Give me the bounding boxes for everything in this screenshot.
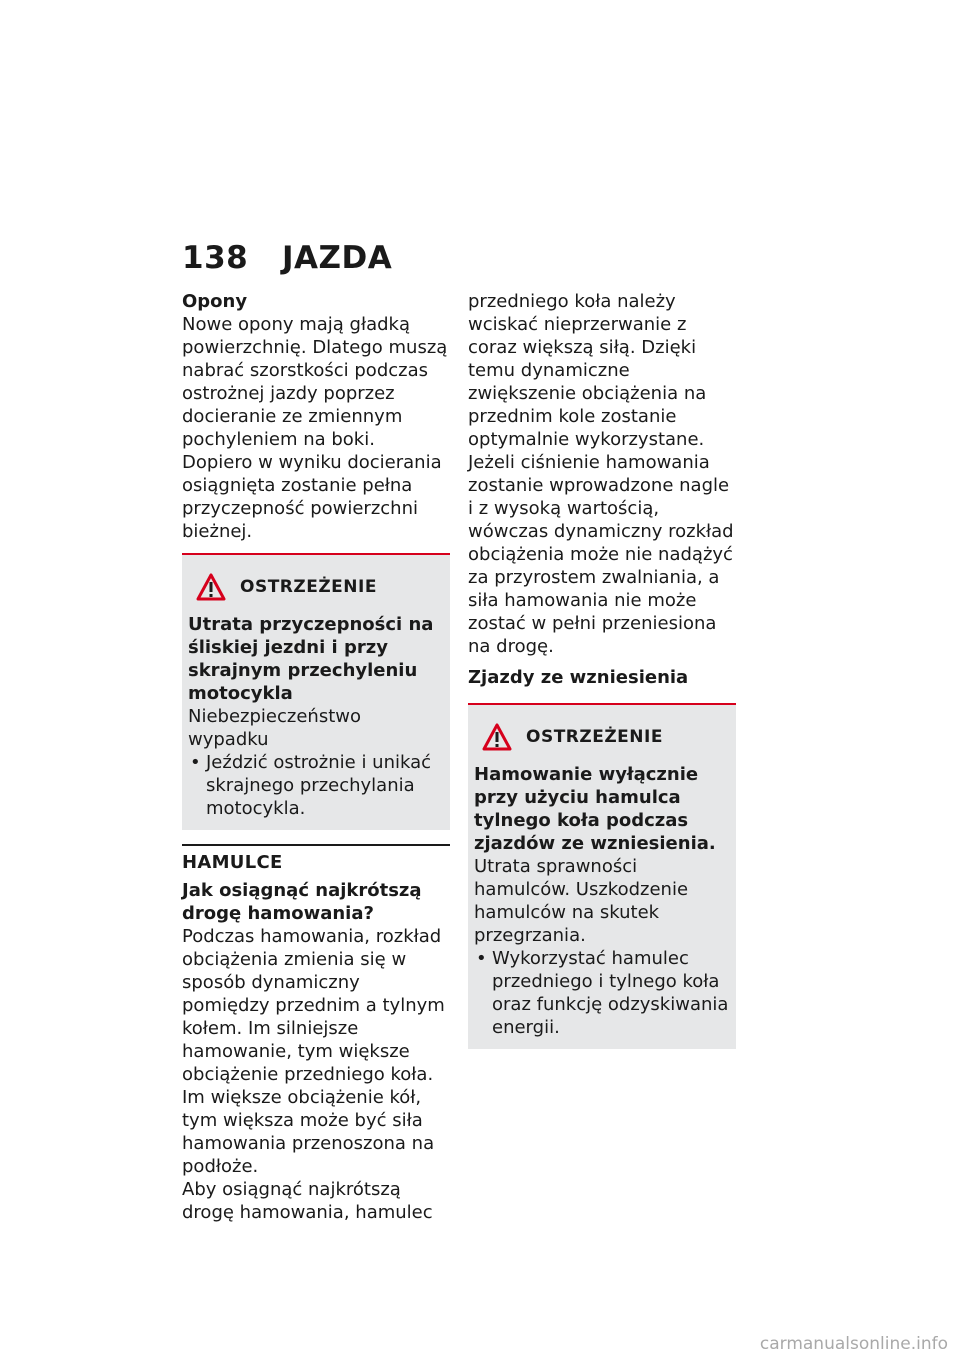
watermark: carmanualsonline.info	[759, 1334, 948, 1354]
warning-consequence: Utrata sprawności hamulców. Uszkodzenie hamulców na skutek przegrzania.	[474, 856, 689, 946]
left-column	[182, 290, 450, 1224]
warning-bullet-list	[188, 751, 444, 820]
warning-lead: Utrata przyczepności na śliskiej jezdni i przy skrajnym przechyleniu motocykla	[188, 614, 434, 704]
warning-triangle-icon	[196, 573, 226, 601]
warning-box-downhill	[468, 703, 736, 1049]
paragraph-right-2: Jeżeli ciśnienie hamowania zostanie wprowadzone nagle i z wysoką wartością, wówczas dynamiczny rozkład obciążenia może nie nadążyć za przyrostem zwalniania, a siła hamowania nie może zostać w pełni przeniesiona na drogę.	[468, 452, 734, 657]
page-number: 138	[182, 240, 249, 276]
warning-bullet: • Jeździć ostrożnie i unikać skrajnego przechylania motocykla.	[188, 751, 444, 820]
warning-bullet-list	[474, 947, 730, 1039]
section-title: HAMULCE	[182, 852, 283, 873]
paragraph-opony: Nowe opony mają gładką powierzchnię. Dlatego muszą nabrać szorstkości podczas ostrożnej jazdy poprzez docieranie ze zmiennym pochyleniem na boki. Dopiero w wyniku docierania osiągnięta zostanie pełna przyczepność powierzchni bieżnej.	[182, 314, 448, 542]
paragraph-right-1: przedniego koła należy wciskać nieprzerwanie z coraz większą siłą. Dzięki temu dynamiczne zwiększenie obciążenia na przednim kole zostanie optymalnie wykorzystane.	[468, 291, 707, 450]
warning-title: OSTRZEŻENIE	[526, 727, 663, 747]
warning-consequence: Niebezpieczeństwo wypadku	[188, 706, 361, 750]
chapter-title: JAZDA	[282, 240, 393, 276]
page-header	[182, 240, 392, 276]
section-hamulce	[182, 844, 450, 1224]
warning-header	[474, 723, 730, 751]
warning-title: OSTRZEŻENIE	[240, 577, 377, 597]
paragraph-brake-1: Podczas hamowania, rozkład obciążenia zmienia się w sposób dynamiczny pomiędzy przednim a tylnym kołem. Im silniejsze hamowanie, tym większe obciążenie przedniego koła. Im większe obciążenie kół, tym większa może być siła hamowania przenoszona na podłoże.	[182, 926, 445, 1177]
right-column	[468, 290, 736, 1049]
warning-triangle-icon	[482, 723, 512, 751]
subheading-brake: Jak osiągnąć najkrótszą drogę hamowania?	[182, 880, 422, 924]
paragraph-brake-2: Aby osiągnąć najkrótszą drogę hamowania, hamulec	[182, 1179, 433, 1223]
warning-header	[188, 573, 444, 601]
subheading-zjazdy: Zjazdy ze wzniesienia	[468, 667, 689, 688]
subheading-opony: Opony	[182, 291, 248, 312]
warning-lead: Hamowanie wyłącznie przy użyciu hamulca tylnego koła podczas zjazdów ze wzniesienia.	[474, 764, 716, 854]
warning-bullet: • Wykorzystać hamulec przedniego i tylnego koła oraz funkcję odzyskiwania energii.	[474, 947, 730, 1039]
warning-box-tyres	[182, 553, 450, 830]
